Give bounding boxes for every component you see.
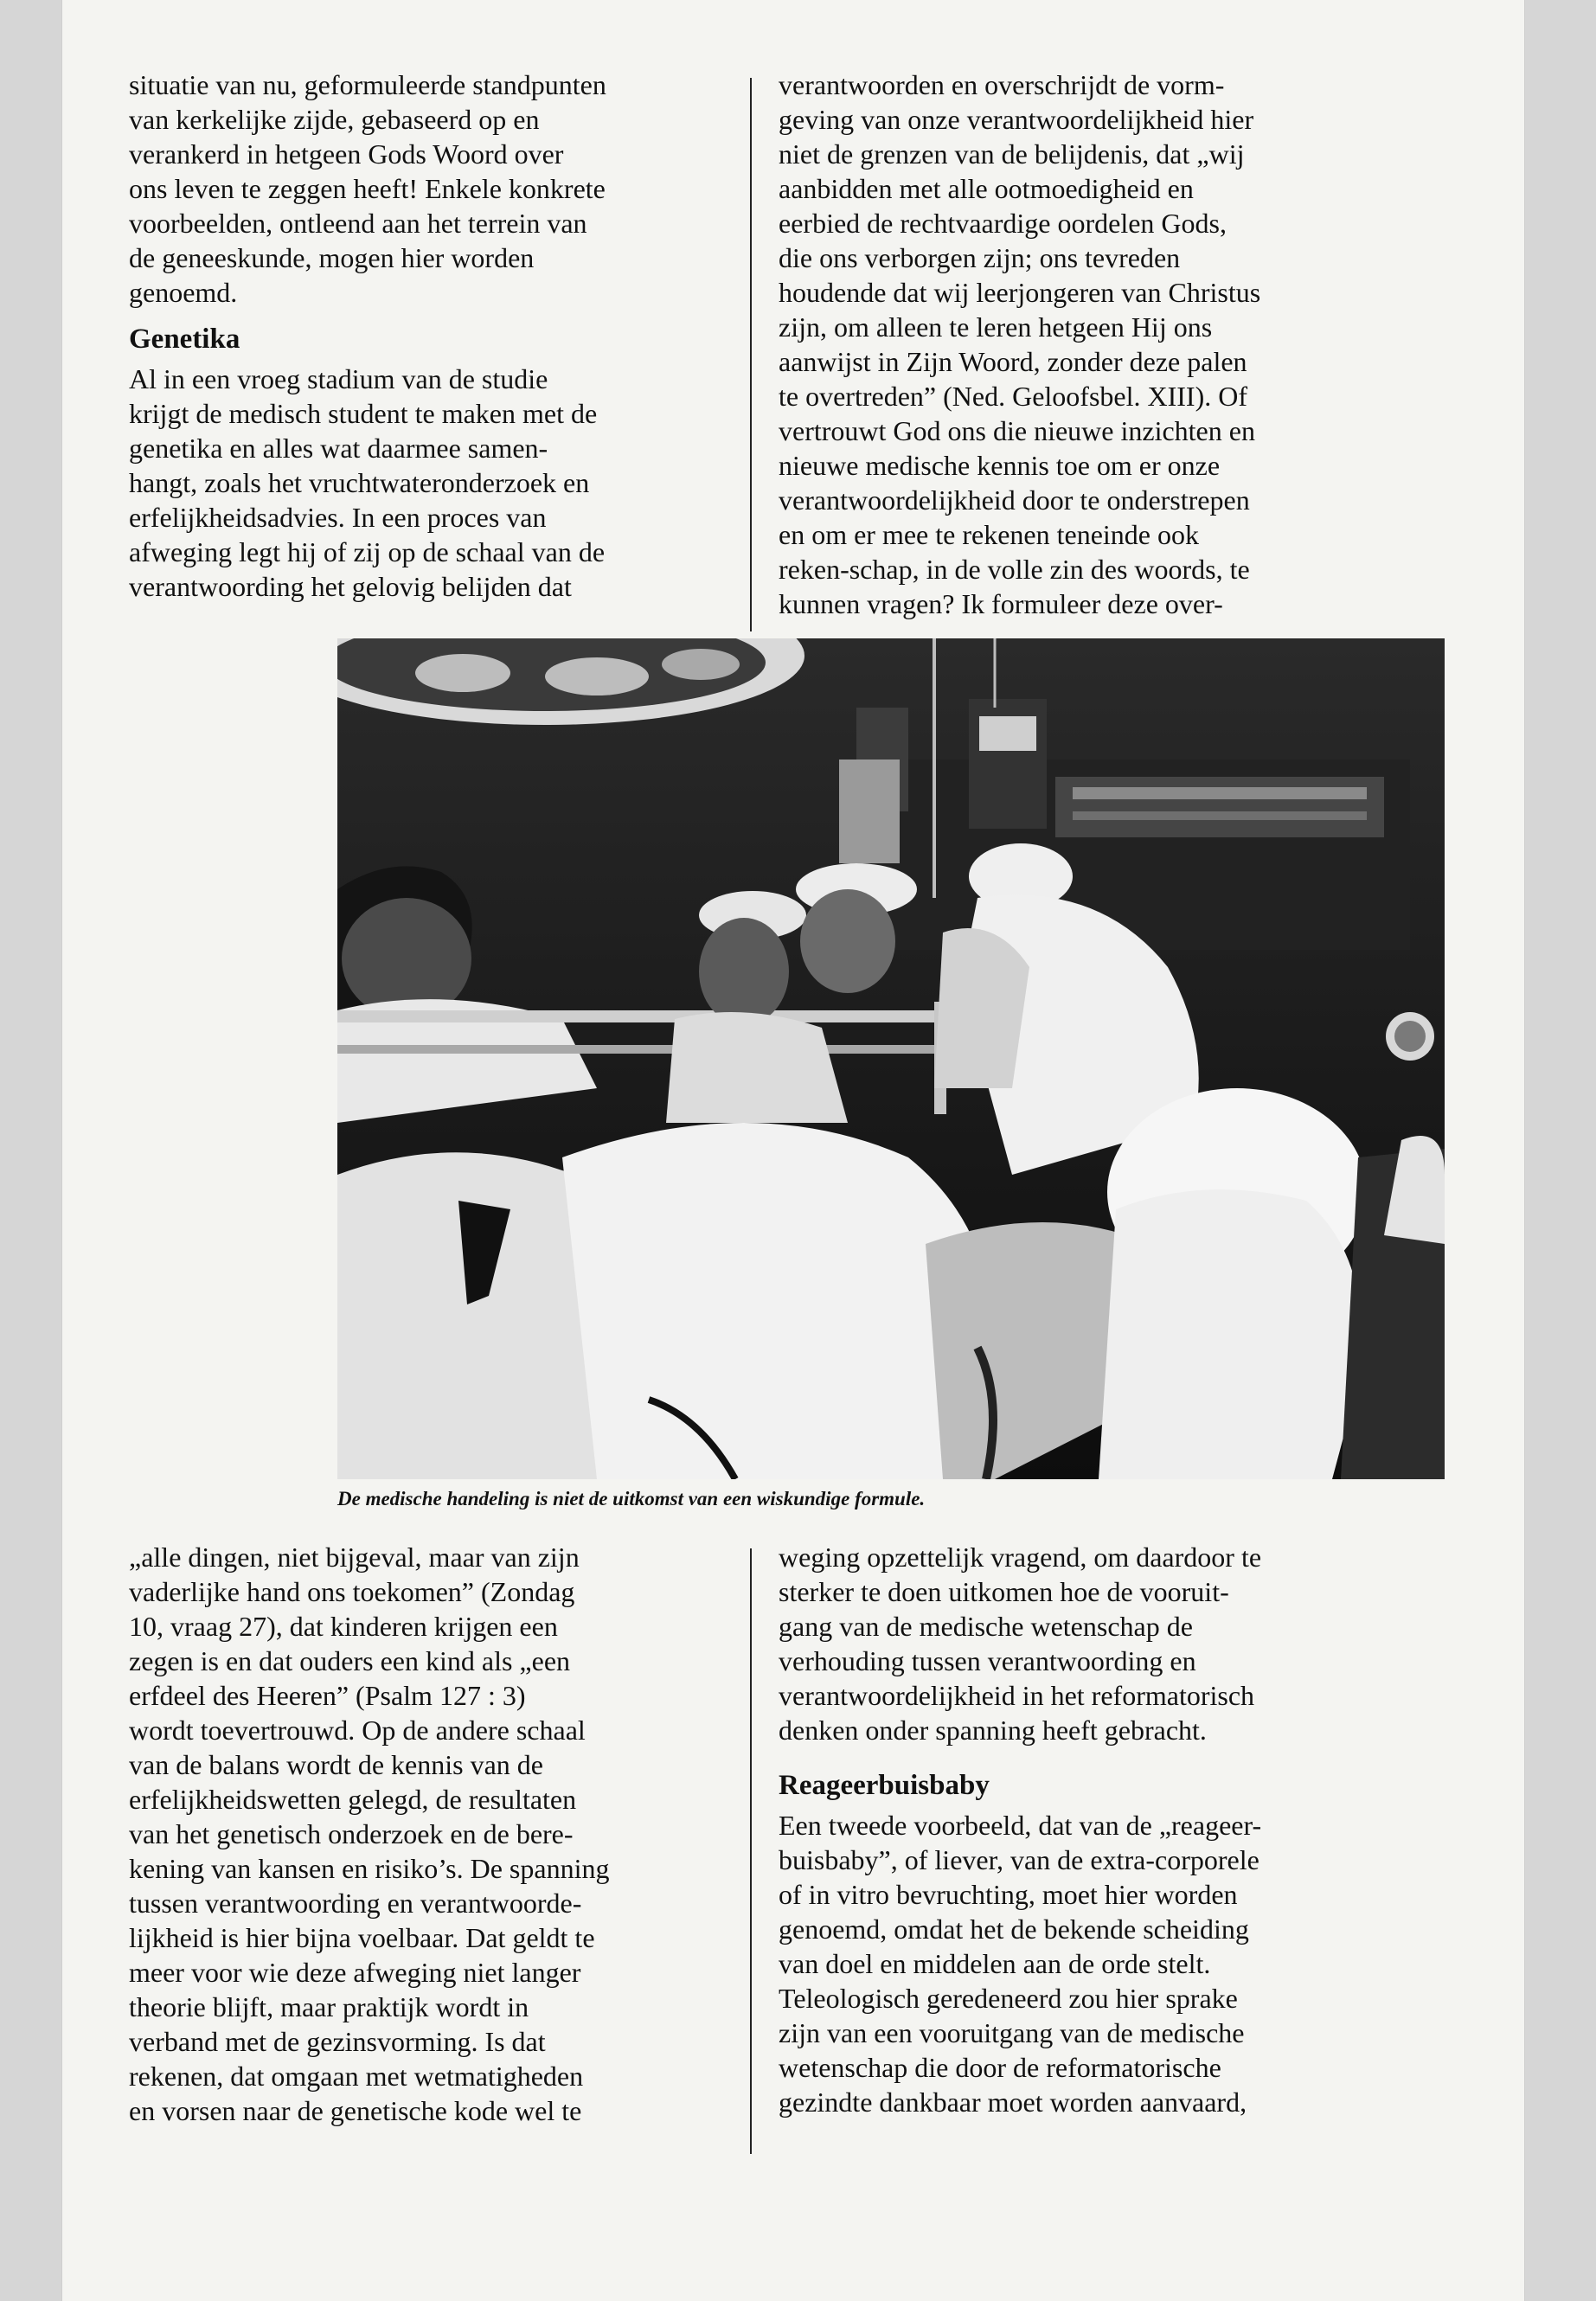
text-line: en om er mee te rekenen teneinde ook (779, 519, 1199, 550)
text-line: aanbidden met alle ootmoedigheid en (779, 173, 1194, 204)
text-line: theorie blijft, maar praktijk wordt in (129, 1991, 529, 2022)
text-line: hangt, zoals het vruchtwateronderzoek en (129, 467, 590, 498)
text-line: of in vitro bevruchting, moet hier worden (779, 1879, 1238, 1910)
section-heading-genetika: Genetika (129, 324, 240, 355)
text-line: lijkheid is hier bijna voelbaar. Dat geldt te (129, 1922, 595, 1953)
text-line: buisbaby”, of liever, van de extra-corporele (779, 1844, 1259, 1875)
text-line: erfdeel des Heeren” (Psalm 127 : 3) (129, 1680, 526, 1711)
page (62, 0, 1524, 2301)
text-line: tussen verantwoording en verantwoorde- (129, 1888, 582, 1919)
text-line: situatie van nu, geformuleerde standpunten (129, 69, 606, 100)
text-line: vaderlijke hand ons toekomen” (Zondag (129, 1576, 575, 1607)
text-line: denken onder spanning heeft gebracht. (779, 1715, 1207, 1746)
text-line: sterker te doen uitkomen hoe de vooruit- (779, 1576, 1229, 1607)
text-line: eerbied de rechtvaardige oordelen Gods, (779, 208, 1227, 239)
text-line: Al in een vroeg stadium van de studie (129, 363, 548, 394)
text-line: „alle dingen, niet bijgeval, maar van zijn (129, 1541, 580, 1573)
text-line: rekenen, dat omgaan met wetmatigheden (129, 2061, 584, 2092)
text-line: en vorsen naar de genetische kode wel te (129, 2095, 582, 2126)
column-bottom-left (129, 1540, 804, 2128)
text-line: vertrouwt God ons die nieuwe inzichten en (779, 415, 1255, 446)
text-line: erfelijkheidsadvies. In een proces van (129, 502, 547, 533)
text-line: verband met de gezinsvorming. Is dat (129, 2026, 546, 2057)
text-line: meer voor wie deze afweging niet langer (129, 1957, 581, 1988)
text-line: Een tweede voorbeeld, dat van de „reageer- (779, 1810, 1262, 1841)
text-line: niet de grenzen van de belijdenis, dat „wij (779, 138, 1245, 170)
text-line: voorbeelden, ontleend aan het terrein van (129, 208, 587, 239)
text-line: houdende dat wij leerjongeren van Christus (779, 277, 1261, 308)
text-line: genetika en alles wat daarmee samen- (129, 433, 548, 464)
column-top-left (129, 67, 804, 604)
paragraph-genetika (129, 362, 804, 604)
text-line: erfelijkheidswetten gelegd, de resultaten (129, 1784, 577, 1815)
text-line: van kerkelijke zijde, gebaseerd op en (129, 104, 540, 135)
text-line: te overtreden” (Ned. Geloofsbel. XIII). Of (779, 381, 1247, 412)
text-line: gang van de medische wetenschap de (779, 1611, 1193, 1642)
text-line: verantwoording het gelovig belijden dat (129, 571, 572, 602)
text-line: geving van onze verantwoordelijkheid hier (779, 104, 1254, 135)
photo-caption: De medische handeling is niet de uitkomst van een wiskundige formule. (337, 1488, 926, 1509)
text-line: genoemd, omdat het de bekende scheiding (779, 1913, 1249, 1945)
text-line: wetenschap die door de reformatorische (779, 2052, 1221, 2083)
text-line: verantwoordelijkheid in het reformatorisch (779, 1680, 1255, 1711)
text-line: aanwijst in Zijn Woord, zonder deze palen (779, 346, 1247, 377)
text-line: zijn van een vooruitgang van de medische (779, 2017, 1245, 2048)
photo-illustration (337, 638, 1445, 1479)
text-line: de geneeskunde, mogen hier worden (129, 242, 535, 273)
paragraph-continuation (779, 1540, 1471, 1747)
text-line: verankerd in hetgeen Gods Woord over (129, 138, 564, 170)
text-line: weging opzettelijk vragend, om daardoor te (779, 1541, 1262, 1573)
text-line: nieuwe medische kennis toe om er onze (779, 450, 1221, 481)
text-line: genoemd. (129, 277, 238, 308)
text-line: van de balans wordt de kennis van de (129, 1749, 543, 1780)
text-line: verantwoorden en overschrijdt de vorm- (779, 69, 1225, 100)
column-divider-bottom (750, 1548, 752, 2154)
column-divider-top (750, 78, 752, 631)
text-line: krijgt de medisch student te maken met de (129, 398, 598, 429)
column-top-right (779, 67, 1471, 621)
text-line: die ons verborgen zijn; ons tevreden (779, 242, 1181, 273)
text-line: verantwoordelijkheid door te onderstrepen (779, 484, 1250, 516)
text-line: verhouding tussen verantwoording en (779, 1645, 1196, 1676)
text-line: kunnen vragen? Ik formuleer deze over- (779, 588, 1223, 619)
text-line: afweging legt hij of zij op de schaal van de (129, 536, 606, 567)
column-bottom-right (779, 1540, 1471, 2119)
text-line: van doel en middelen aan de orde stelt. (779, 1948, 1211, 1979)
text-line: van het genetisch onderzoek en de bere- (129, 1818, 574, 1849)
operating-room-photo (337, 638, 1445, 1479)
text-line: gezindte dankbaar moet worden aanvaard, (779, 2086, 1247, 2118)
text-line: wordt toevertrouwd. Op de andere schaal (129, 1715, 586, 1746)
text-line: 10, vraag 27), dat kinderen krijgen een (129, 1611, 558, 1642)
section-heading-reageerbuisbaby: Reageerbuisbaby (779, 1770, 990, 1801)
text-line: zegen is en dat ouders een kind als „een (129, 1645, 571, 1676)
text-line: reken-schap, in de volle zin des woords, te (779, 554, 1250, 585)
text-line: zijn, om alleen te leren hetgeen Hij ons (779, 311, 1213, 343)
text-line: kening van kansen en risiko’s. De spanning (129, 1853, 610, 1884)
paragraph-reageerbuisbaby (779, 1808, 1471, 2119)
text-line: ons leven te zeggen heeft! Enkele konkrete (129, 173, 606, 204)
paragraph-intro (129, 67, 804, 310)
text-line: Teleologisch geredeneerd zou hier sprake (779, 1983, 1238, 2014)
